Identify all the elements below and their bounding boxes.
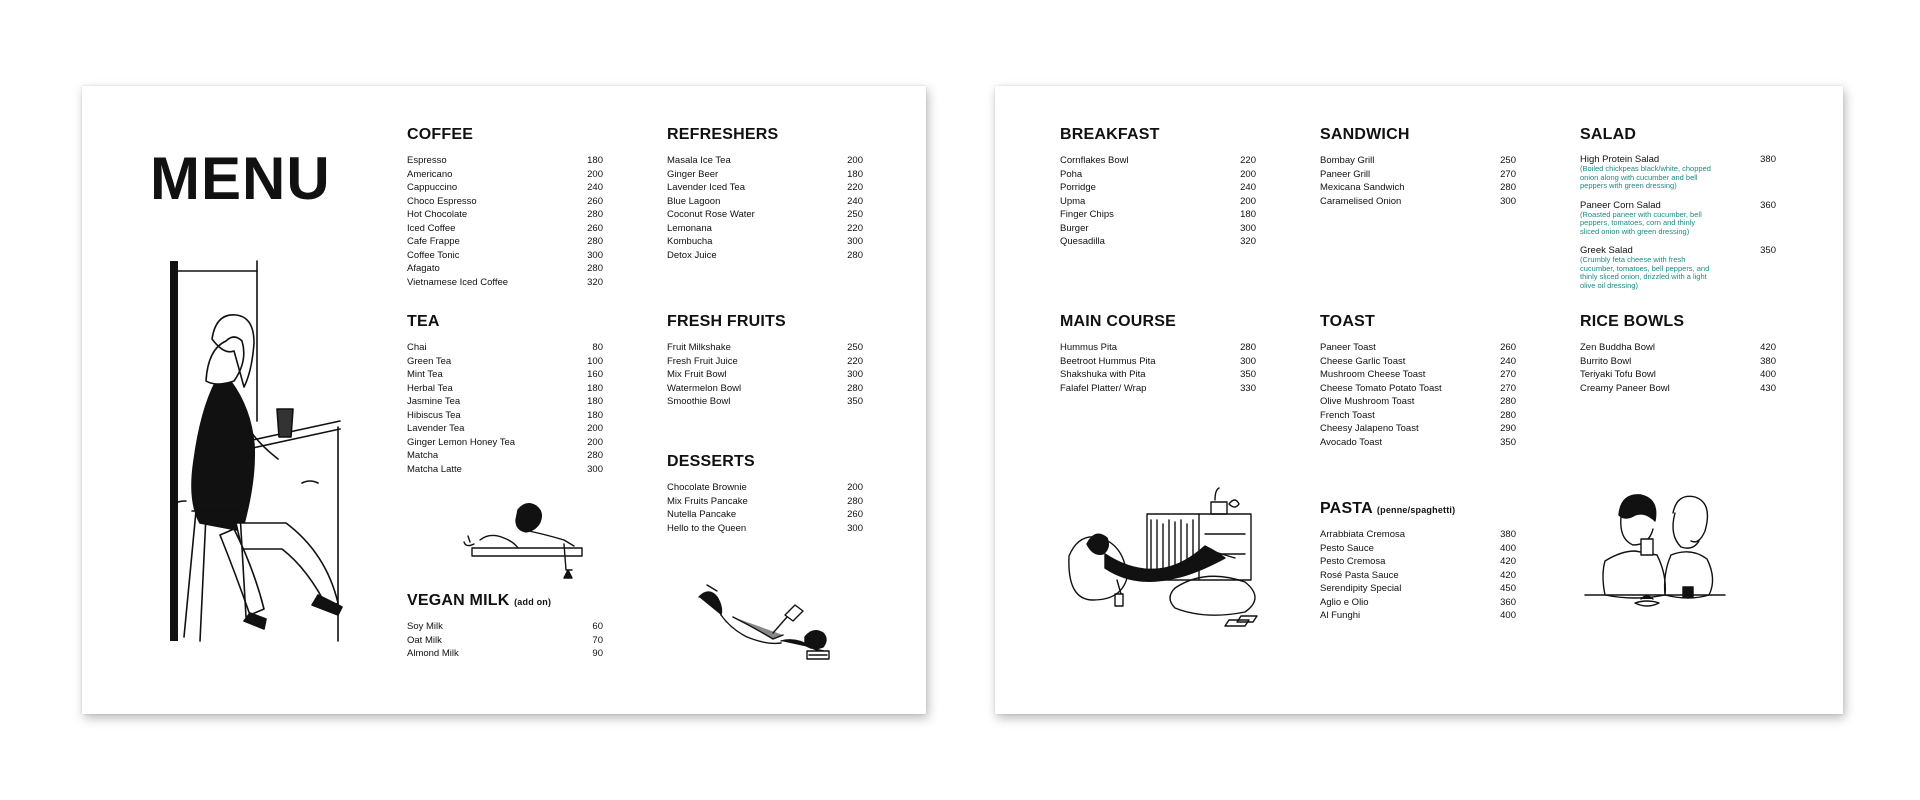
item-list — [407, 620, 603, 661]
menu-item-name: Beetroot Hummus Pita — [1060, 355, 1156, 367]
menu-item — [667, 168, 863, 182]
menu-item-name: Bombay Grill — [1320, 155, 1375, 166]
menu-item-price: 300 — [847, 522, 863, 534]
menu-item-name: Afagato — [407, 263, 440, 274]
menu-item-name: French Toast — [1320, 409, 1375, 421]
section-title: FRESH FRUITS — [667, 313, 786, 330]
item-list — [1320, 154, 1516, 208]
menu-item-name: Mix Fruit Bowl — [667, 369, 727, 380]
menu-item — [667, 341, 863, 355]
section-title: TOAST — [1320, 313, 1375, 330]
menu-item-price: 280 — [847, 382, 863, 394]
menu-item — [1320, 528, 1516, 542]
menu-item-name: Coffee Tonic — [407, 249, 460, 261]
menu-item-price: 300 — [847, 236, 863, 247]
menu-item-price: 250 — [847, 209, 863, 220]
menu-item-price: 240 — [587, 182, 603, 193]
menu-item-price: 320 — [587, 276, 603, 288]
menu-item-price: 60 — [592, 621, 603, 632]
menu-item-price: 400 — [1760, 369, 1776, 380]
menu-item-price: 70 — [592, 634, 603, 646]
menu-item — [407, 341, 603, 355]
menu-item — [1060, 154, 1256, 168]
menu-item-name: Americano — [407, 168, 453, 180]
menu-item-name: Blue Lagoon — [667, 195, 721, 207]
menu-item-name: Paneer Corn Salad — [1580, 199, 1661, 211]
menu-item-price: 280 — [1240, 342, 1256, 353]
menu-item-price: 300 — [587, 249, 603, 261]
menu-item-name: Hibiscus Tea — [407, 409, 461, 421]
menu-item-name: Burrito Bowl — [1580, 355, 1632, 367]
menu-item-description: (Roasted paneer with cucumber, bell peppers, tomatoes, corn and thinly sliced onion with green dressing) — [1580, 209, 1702, 236]
menu-item-name: Cheesy Jalapeno Toast — [1320, 423, 1419, 434]
menu-item-name: Chocolate Brownie — [667, 482, 747, 493]
menu-item-price: 240 — [1240, 182, 1256, 193]
section-title: COFFEE — [407, 126, 474, 143]
menu-item — [1320, 569, 1516, 583]
menu-item — [667, 382, 863, 396]
menu-item-price: 400 — [1500, 610, 1516, 621]
section-breakfast — [1060, 126, 1256, 249]
menu-item-price: 300 — [1240, 355, 1256, 367]
menu-item — [667, 368, 863, 382]
section-desserts — [667, 453, 863, 535]
menu-item — [1060, 222, 1256, 236]
menu-item-price: 300 — [847, 369, 863, 380]
menu-item-price: 270 — [1500, 369, 1516, 380]
menu-item — [1320, 382, 1516, 396]
menu-item-name: Hello to the Queen — [667, 522, 747, 534]
menu-item-price: 360 — [1500, 596, 1516, 608]
menu-item-name: Hot Chocolate — [407, 209, 468, 220]
menu-item — [407, 222, 603, 236]
menu-item-price: 90 — [592, 648, 603, 659]
menu-item — [1060, 382, 1256, 396]
menu-page-left — [82, 86, 926, 714]
item-list — [1060, 341, 1256, 395]
menu-item-name: Soy Milk — [407, 621, 443, 632]
menu-item-price: 350 — [1240, 369, 1256, 380]
menu-item — [1320, 168, 1516, 182]
menu-item-price: 280 — [587, 450, 603, 461]
menu-item-price: 180 — [587, 396, 603, 407]
menu-item — [1320, 409, 1516, 423]
menu-item-name: Poha — [1060, 168, 1083, 180]
menu-item-name: Cafe Frappe — [407, 236, 460, 247]
menu-item-price: 430 — [1760, 382, 1776, 394]
menu-item — [407, 235, 603, 249]
item-list — [1320, 528, 1516, 623]
menu-item — [1060, 168, 1256, 182]
menu-item — [1320, 368, 1516, 382]
menu-item-price: 180 — [587, 409, 603, 421]
menu-item-price: 180 — [587, 155, 603, 166]
menu-item-price: 220 — [1240, 155, 1256, 166]
menu-item — [1060, 181, 1256, 195]
menu-item-price: 200 — [847, 482, 863, 493]
section-title: REFRESHERS — [667, 126, 779, 143]
menu-item-name: Choco Espresso — [407, 195, 477, 207]
item-list — [667, 341, 863, 409]
salad-list — [1580, 154, 1776, 290]
menu-item — [667, 355, 863, 369]
menu-item-price: 200 — [1240, 168, 1256, 180]
menu-item-price: 280 — [587, 263, 603, 274]
menu-item — [1060, 235, 1256, 249]
menu-item-price: 280 — [847, 249, 863, 261]
menu-item-price: 380 — [1760, 355, 1776, 367]
menu-item — [407, 449, 603, 463]
menu-item — [1320, 555, 1516, 569]
menu-item-name: Avocado Toast — [1320, 436, 1382, 448]
menu-item-name: Al Funghi — [1320, 610, 1361, 621]
section-toast — [1320, 313, 1516, 449]
item-list — [407, 341, 603, 476]
salad-item — [1580, 245, 1776, 290]
section-title: TEA — [407, 313, 440, 330]
menu-item — [1320, 154, 1516, 168]
menu-item — [1060, 195, 1256, 209]
menu-item-name: Porridge — [1060, 182, 1096, 193]
menu-item-name: Herbal Tea — [407, 382, 453, 394]
menu-item — [1060, 355, 1256, 369]
menu-item-name: High Protein Salad — [1580, 154, 1660, 165]
menu-item-name: Greek Salad — [1580, 245, 1633, 256]
section-tea — [407, 313, 603, 476]
menu-item — [1580, 368, 1776, 382]
menu-item-price: 220 — [847, 222, 863, 234]
section-pasta — [1320, 500, 1516, 623]
menu-item-price: 80 — [592, 342, 603, 353]
menu-item-name: Mushroom Cheese Toast — [1320, 369, 1426, 380]
menu-item-name: Mix Fruits Pancake — [667, 495, 748, 507]
menu-item-price: 100 — [587, 355, 603, 367]
menu-item — [1580, 341, 1776, 355]
menu-item — [667, 235, 863, 249]
reading-woman-illustration — [697, 581, 837, 663]
menu-item — [1060, 341, 1256, 355]
menu-item-name: Caramelised Onion — [1320, 195, 1402, 207]
menu-item-price: 200 — [587, 168, 603, 180]
couple-cafe-illustration — [1585, 491, 1725, 621]
menu-item-name: Olive Mushroom Toast — [1320, 396, 1415, 407]
section-title: DESSERTS — [667, 453, 755, 470]
menu-item-price: 220 — [847, 355, 863, 367]
menu-item-name: Upma — [1060, 195, 1086, 207]
menu-item-name: Nutella Pancake — [667, 509, 737, 520]
menu-item-price: 180 — [847, 168, 863, 180]
menu-item-price: 280 — [587, 209, 603, 220]
menu-item — [667, 154, 863, 168]
item-list — [407, 154, 603, 289]
menu-item — [1580, 382, 1776, 396]
menu-item-price: 180 — [1240, 209, 1256, 220]
menu-item-price: 200 — [1240, 195, 1256, 207]
menu-item — [407, 422, 603, 436]
menu-item — [1580, 355, 1776, 369]
menu-item-name: Pesto Sauce — [1320, 542, 1374, 554]
menu-item-price: 250 — [847, 342, 863, 353]
menu-item-name: Green Tea — [407, 355, 452, 367]
menu-item-price: 300 — [587, 463, 603, 475]
menu-item-name: Watermelon Bowl — [667, 382, 742, 394]
menu-item-price: 420 — [1500, 569, 1516, 581]
section-title-text: VEGAN MILK — [407, 592, 510, 609]
section-title: SANDWICH — [1320, 126, 1410, 143]
menu-item-name: Kombucha — [667, 236, 713, 247]
menu-item-name: Finger Chips — [1060, 209, 1114, 220]
menu-item-name: Paneer Toast — [1320, 342, 1376, 353]
menu-item-price: 240 — [1500, 355, 1516, 367]
menu-item-name: Cheese Garlic Toast — [1320, 355, 1406, 367]
section-title-note: (penne/spaghetti) — [1376, 505, 1456, 515]
salad-item — [1580, 200, 1776, 237]
menu-item — [407, 249, 603, 263]
menu-item-price: 250 — [1500, 155, 1516, 166]
menu-item — [667, 395, 863, 409]
menu-item — [407, 368, 603, 382]
menu-item-name: Fruit Milkshake — [667, 342, 731, 353]
menu-item-price: 300 — [1240, 222, 1256, 234]
item-list — [667, 481, 863, 535]
section-refreshers — [667, 126, 863, 262]
menu-item-name: Masala Ice Tea — [667, 155, 731, 166]
menu-item-name: Espresso — [407, 155, 447, 166]
menu-item-price: 160 — [587, 369, 603, 380]
menu-item-price: 400 — [1500, 542, 1516, 554]
menu-item-price: 420 — [1500, 556, 1516, 567]
menu-item — [667, 181, 863, 195]
section-title-note: (add on) — [514, 597, 552, 607]
menu-item — [1060, 208, 1256, 222]
section-salad — [1580, 126, 1776, 299]
menu-item — [1320, 582, 1516, 596]
woman-at-window-illustration — [142, 261, 342, 643]
menu-item-price: 260 — [587, 195, 603, 207]
menu-item-price: 280 — [847, 495, 863, 507]
menu-item — [1320, 395, 1516, 409]
menu-item — [407, 395, 603, 409]
menu-item-price: 260 — [847, 509, 863, 520]
menu-item-name: Rosé Pasta Sauce — [1320, 569, 1399, 581]
menu-item-price: 280 — [1500, 409, 1516, 421]
menu-item — [407, 647, 603, 661]
menu-item — [667, 195, 863, 209]
menu-item-name: Oat Milk — [407, 634, 442, 646]
menu-item — [667, 249, 863, 263]
menu-item — [407, 168, 603, 182]
item-list — [1320, 341, 1516, 449]
menu-item-price: 350 — [1760, 245, 1776, 256]
menu-item-price: 240 — [847, 195, 863, 207]
item-list — [1580, 341, 1776, 395]
menu-item-name: Paneer Grill — [1320, 168, 1371, 180]
menu-item — [407, 463, 603, 477]
menu-item-name: Cheese Tomato Potato Toast — [1320, 382, 1442, 394]
menu-item-price: 350 — [1500, 436, 1516, 448]
menu-item-name: Lavender Iced Tea — [667, 182, 745, 193]
menu-item-name: Matcha — [407, 450, 439, 461]
menu-item — [407, 154, 603, 168]
menu-item — [667, 481, 863, 495]
menu-item-price: 290 — [1500, 423, 1516, 434]
menu-item-price: 260 — [1500, 342, 1516, 353]
menu-item-price: 300 — [1500, 195, 1516, 207]
menu-item-price: 450 — [1500, 583, 1516, 594]
menu-item — [407, 436, 603, 450]
menu-item — [667, 522, 863, 536]
menu-item-price: 260 — [587, 222, 603, 234]
menu-item-name: Teriyaki Tofu Bowl — [1580, 369, 1656, 380]
menu-item-name: Aglio e Olio — [1320, 596, 1369, 608]
menu-item-name: Smoothie Bowl — [667, 396, 731, 407]
menu-item — [407, 409, 603, 423]
menu-item — [1060, 368, 1256, 382]
menu-item-price: 380 — [1760, 154, 1776, 165]
beanbag-relax-illustration — [1065, 484, 1275, 634]
menu-item-name: Hummus Pita — [1060, 342, 1118, 353]
menu-item-name: Vietnamese Iced Coffee — [407, 276, 509, 288]
menu-page-right — [995, 86, 1843, 714]
menu-item — [667, 208, 863, 222]
section-title — [1320, 500, 1516, 518]
menu-item-name: Cappuccino — [407, 182, 458, 193]
menu-item-price: 420 — [1760, 342, 1776, 353]
menu-item-price: 350 — [847, 396, 863, 407]
menu-item-price: 200 — [847, 155, 863, 166]
item-list — [1060, 154, 1256, 249]
menu-item-price: 280 — [1500, 182, 1516, 193]
menu-item-name: Zen Buddha Bowl — [1580, 342, 1655, 353]
menu-item-name: Iced Coffee — [407, 222, 456, 234]
menu-item-price: 200 — [587, 423, 603, 434]
menu-item-price: 200 — [587, 436, 603, 448]
menu-item — [407, 634, 603, 648]
menu-item — [407, 195, 603, 209]
menu-item — [407, 355, 603, 369]
section-title: BREAKFAST — [1060, 126, 1160, 143]
menu-item-name: Detox Juice — [667, 249, 717, 261]
menu-item-name: Quesadilla — [1060, 236, 1105, 247]
section-coffee — [407, 126, 603, 289]
menu-item — [407, 382, 603, 396]
menu-item — [1320, 422, 1516, 436]
menu-item-description: (Boiled chickpeas black/white, chopped onion along with cucumber and bell peppers with green dressing) — [1580, 164, 1711, 190]
menu-item — [407, 620, 603, 634]
section-main-course — [1060, 313, 1256, 395]
menu-item-name: Ginger Beer — [667, 168, 719, 180]
section-title: SALAD — [1580, 126, 1637, 143]
menu-item-price: 270 — [1500, 168, 1516, 180]
cat-shelf-illustration — [460, 500, 590, 580]
menu-item — [1320, 542, 1516, 556]
menu-item-price: 270 — [1500, 382, 1516, 394]
menu-item — [407, 262, 603, 276]
menu-item-name: Almond Milk — [407, 648, 459, 659]
menu-item-description: (Crumbly feta cheese with fresh cucumber, tomatoes, bell peppers, and thinly sliced onion, drizzled with a light olive oil dressing) — [1580, 255, 1710, 290]
menu-item-name: Mexicana Sandwich — [1320, 182, 1405, 193]
menu-item-price: 280 — [1500, 396, 1516, 407]
item-list — [667, 154, 863, 262]
menu-item — [667, 222, 863, 236]
salad-item — [1580, 154, 1776, 191]
menu-item-name: Coconut Rose Water — [667, 209, 755, 220]
menu-item — [667, 495, 863, 509]
menu-item-price: 280 — [587, 236, 603, 247]
menu-item — [407, 276, 603, 290]
menu-item-name: Fresh Fruit Juice — [667, 355, 738, 367]
menu-item — [407, 208, 603, 222]
menu-item-name: Shakshuka with Pita — [1060, 369, 1146, 380]
menu-item — [1320, 355, 1516, 369]
menu-item-name: Creamy Paneer Bowl — [1580, 382, 1670, 394]
menu-item — [1320, 341, 1516, 355]
menu-item-name: Cornflakes Bowl — [1060, 155, 1129, 166]
menu-item — [1320, 195, 1516, 209]
section-title — [407, 592, 603, 610]
section-vegan-milk — [407, 592, 603, 661]
menu-item-name: Lemonana — [667, 222, 712, 234]
menu-item-price: 360 — [1760, 199, 1776, 211]
section-title: MAIN COURSE — [1060, 313, 1176, 330]
menu-item-name: Jasmine Tea — [407, 396, 461, 407]
menu-item-name: Pesto Cremosa — [1320, 556, 1386, 567]
menu-item-name: Ginger Lemon Honey Tea — [407, 436, 516, 448]
menu-item-price: 220 — [847, 182, 863, 193]
menu-item-name: Mint Tea — [407, 369, 443, 380]
section-sandwich — [1320, 126, 1516, 208]
menu-item — [1320, 609, 1516, 623]
menu-item-name: Burger — [1060, 222, 1089, 234]
menu-item-price: 180 — [587, 382, 603, 394]
section-title: RICE BOWLS — [1580, 313, 1685, 330]
menu-item-price: 380 — [1500, 529, 1516, 540]
section-title-text: PASTA — [1320, 500, 1373, 517]
menu-title: MENU — [150, 145, 331, 212]
menu-item-name: Matcha Latte — [407, 463, 462, 475]
menu-item-name: Chai — [407, 342, 427, 353]
menu-item — [407, 181, 603, 195]
menu-item — [1320, 436, 1516, 450]
section-rice-bowls — [1580, 313, 1776, 395]
menu-item-name: Lavender Tea — [407, 423, 465, 434]
menu-item-price: 320 — [1240, 236, 1256, 247]
menu-item-name: Serendipity Special — [1320, 583, 1402, 594]
menu-item — [1320, 596, 1516, 610]
menu-item-name: Arrabbiata Cremosa — [1320, 529, 1406, 540]
section-fresh-fruits — [667, 313, 863, 409]
menu-item — [1320, 181, 1516, 195]
menu-item-price: 330 — [1240, 382, 1256, 394]
menu-item — [667, 508, 863, 522]
menu-item-name: Falafel Platter/ Wrap — [1060, 382, 1147, 394]
